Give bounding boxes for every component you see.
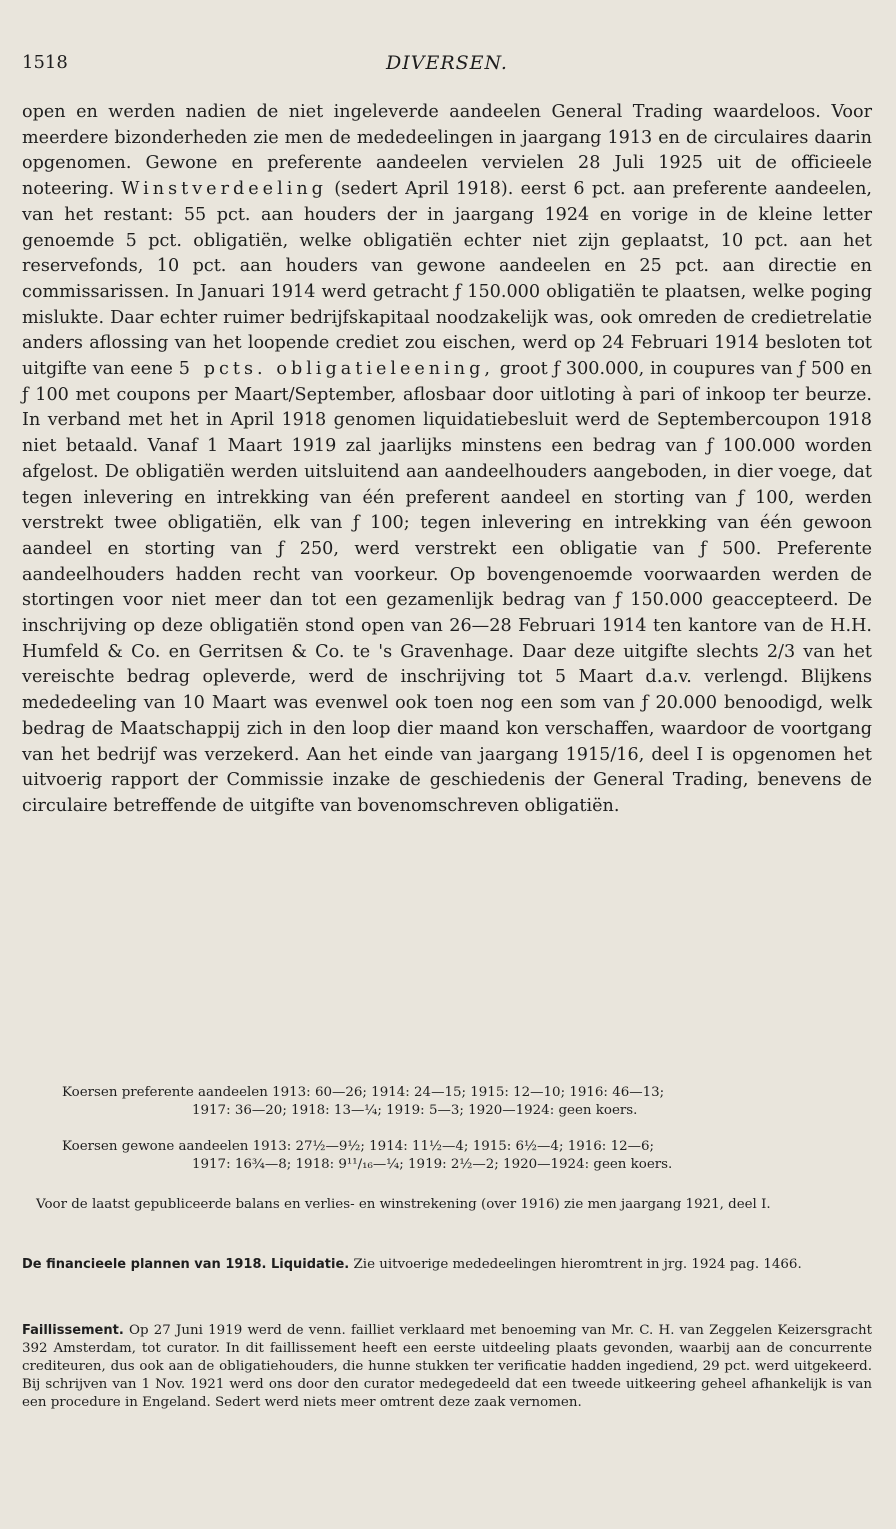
paragraph-text: groot ƒ 300.000, in coupures van ƒ 500 en ƒ 100 met coupons per Maart/September, aflosbaar door uitloting à pari of inkoop ter beurze. In verband met het in April 1918 genomen liquidatiebesluit werd de Septembercoupon 1918 niet betaald. Vanaf 1 Maart 1919 zal jaarlijks minstens een bedrag van ƒ 100.000 worden afgelost. De obligatiën werden uitsluitend aan aandeelhouders aangeboden, in dier voege, dat tegen inlevering en intrekking van één preferent aandeel en storting van ƒ 100, werden verstrekt twee obligatiën, elk van ƒ 100; tegen inlevering en intrekking van één gewoon aandeel en storting van ƒ 250, werd verstrekt een obligatie van ƒ 500. Preferente aandeelhouders hadden recht van voorkeur. Op bovengenoemde voorwaarden werden de stortingen voor niet meer dan tot een gezamenlijk bedrag van ƒ 150.000 geaccepteerd. De inschrijving op deze obligatiën stond open van 26—28 Februari 1914 ten kantore van de H.H. Humfeld & Co. en Gerritsen & Co. te 's Gravenhage. Daar deze uitgifte slechts 2/3 van het vereischte bedrag opleverde, werd de inschrijving tot 5 Maart d.a.v. verlengd. Blijkens mededeeling van 10 Maart was evenwel ook toen nog een som van ƒ 20.000 benoodigd, welk bedrag de Maatschappij zich in den loop dier maand kon verschaffen, waardoor de voortgang van het bedrijf was verzekerd. Aan het einde van jaargang 1915/16, deel I is opgenomen het uitvoerig rapport der Commissie inzake de geschiedenis der General Trading, benevens de circulaire betreffende de uitgifte van bovenomschreven obligatiën. xyxy=(22,359,872,816)
spaced-term: 5 pcts. obligatieleening, xyxy=(178,359,494,380)
koersen-line: Koersen gewone aandeelen 1913: 27½—9½; 1914: 11½—4; 1915: 6½—4; 1916: 12—6; xyxy=(62,1139,655,1154)
page-number: 1518 xyxy=(22,52,68,73)
koersen-gewone xyxy=(22,1138,872,1174)
document-page xyxy=(22,0,872,1529)
running-title: DIVERSEN. xyxy=(386,52,508,74)
paragraph-text: (sedert April 1918). eerst 6 pct. aan preferente aandeelen, van het restant: 55 pct. aan houders der in jaargang 1924 en vorige in de kleine letter genoemde 5 pct. obligatiën, welke obligatiën echter niet zijn geplaatst, 10 pct. aan het reservefonds, 10 pct. aan houders van gewone aandeelen en 25 pct. aan directie en commissarissen. In Januari 1914 werd getracht ƒ 150.000 obligatiën te plaatsen, welke poging mislukte. Daar echter ruimer bedrijfskapitaal noodzakelijk was, ook omreden de credietrelatie anders aflossing van het loopende crediet zou eischen, werd op 24 Februari 1914 besloten tot uitgifte van eene xyxy=(22,179,872,380)
main-paragraph xyxy=(22,100,872,820)
paragraph-text: open en werden nadien de niet ingeleverde aandeelen General Trading waardeloos. Voor meerdere bizonderheden zie men de mededeelingen in jaargang 1913 en de circulaires daarin opgenomen. Gewone en preferente aandeelen vervielen 28 Juli 1925 uit de officieele noteering. xyxy=(22,102,872,200)
section-heading: De financieele plannen van 1918. Liquidatie. xyxy=(22,1257,350,1272)
note-text: Zie uitvoerige mededeelingen hieromtrent in jrg. 1924 pag. 1466. xyxy=(349,1257,802,1272)
balans-note: Voor de laatst gepubliceerde balans en verlies- en winstrekening (over 1916) zie men jaargang 1921, deel I. xyxy=(36,1197,771,1212)
financieele-plannen-note xyxy=(22,1256,872,1274)
page-header xyxy=(22,52,872,82)
section-heading: Faillissement. xyxy=(22,1323,124,1338)
faillissement-note xyxy=(22,1322,872,1412)
koersen-line: Koersen preferente aandeelen 1913: 60—26; 1914: 24—15; 1915: 12—10; 1916: 46—13; xyxy=(62,1085,665,1100)
koersen-line: 1917: 36—20; 1918: 13—¼; 1919: 5—3; 1920—1924: geen koers. xyxy=(192,1103,638,1118)
koersen-line: 1917: 16¾—8; 1918: 9¹¹/₁₆—¼; 1919: 2½—2; 1920—1924: geen koers. xyxy=(192,1157,673,1172)
spaced-term: Winstverdeeling xyxy=(121,179,327,200)
note-text: Op 27 Juni 1919 werd de venn. failliet verklaard met benoeming van Mr. C. H. van Zeggelen Keizersgracht 392 Amsterdam, tot curator. In dit faillissement heeft een eerste uitdeeling plaats gevonden, waarbij aan de concurrente crediteuren, dus ook aan de obligatiehouders, die hunne stukken ter verificatie hadden ingediend, 29 pct. werd uitgekeerd. Bij schrijven van 1 Nov. 1921 werd ons door den curator medegedeeld dat een tweede uitkeering geheel afhankelijk is van een procedure in Engeland. Sedert werd niets meer omtrent deze zaak vernomen. xyxy=(22,1323,872,1410)
koersen-preferente xyxy=(22,1084,872,1120)
